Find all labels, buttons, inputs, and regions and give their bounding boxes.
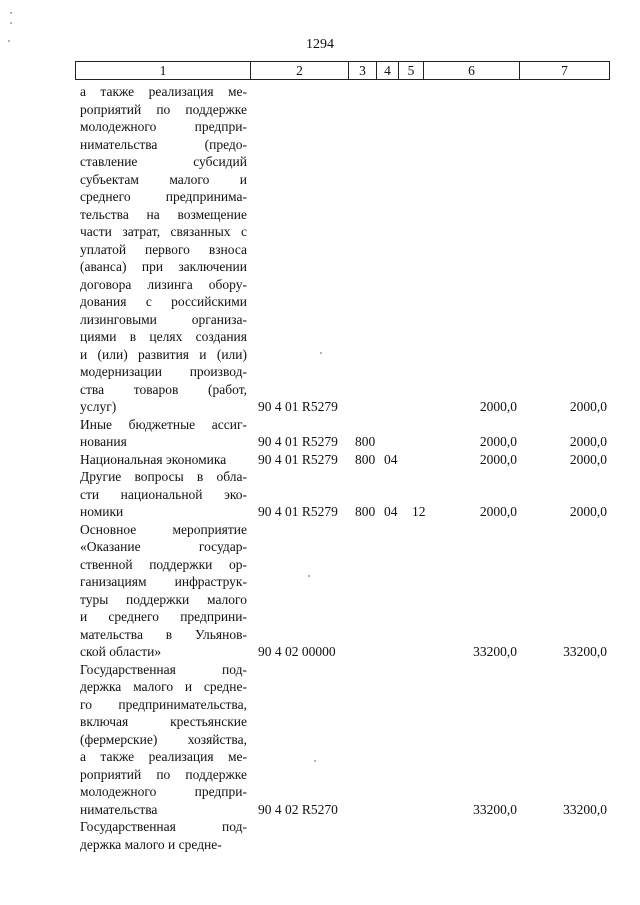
description-line: роприятий по поддержке — [80, 101, 247, 117]
row-amount-col6: 2000,0 — [479, 399, 517, 414]
description-line: уплатой первого взноса — [80, 241, 247, 257]
row-amount-col6: 2000,0 — [479, 504, 517, 519]
description-line: (аванса) при заключении — [80, 259, 247, 274]
description-line: ской области» — [80, 644, 162, 659]
description-line: договора лизинга обору- — [80, 276, 247, 292]
description-line: лизинговыми организа- — [80, 311, 247, 327]
description-line: молодежного предпри- — [80, 119, 247, 134]
description-line: молодежного предпри- — [80, 784, 247, 799]
description-line: а также реализация ме- — [80, 749, 247, 764]
description-line: нования — [80, 434, 127, 449]
row-budget-code: 90 4 01 R5279 — [258, 451, 338, 467]
description-line: модернизации производ- — [80, 364, 247, 379]
row-section: 04 — [384, 504, 398, 519]
table-row — [80, 468, 610, 521]
page-number: 1294 — [306, 37, 334, 52]
description-line: Государственная под- — [80, 819, 247, 834]
description-line: держка малого и средне- — [80, 836, 222, 852]
description-line: Иные бюджетные ассиг- — [80, 416, 247, 432]
description-line: нимательства — [80, 801, 158, 817]
description-line: ставление субсидий — [80, 154, 247, 169]
row-amount-col6: 33200,0 — [473, 644, 517, 659]
table-body — [80, 83, 610, 853]
description-line: среднего предпринима- — [80, 189, 247, 204]
description-line: ственной поддержки ор- — [80, 556, 247, 572]
description-line: услуг) — [80, 399, 117, 414]
table-row — [80, 451, 610, 469]
description-line: и (или) развития и (или) — [80, 346, 247, 362]
description-line: субъектам малого и — [80, 171, 247, 187]
table-row — [80, 818, 610, 853]
row-section: 04 — [384, 451, 398, 467]
description-line: туры поддержки малого — [80, 591, 247, 607]
description-line: циями в целях создания — [80, 329, 247, 344]
description-line: держка малого и средне- — [80, 679, 247, 694]
description-line: го предпринимательства, — [80, 696, 247, 712]
header-col-2: 2 — [251, 62, 349, 79]
header-col-5: 5 — [399, 62, 424, 79]
description-line: Государственная под- — [80, 661, 247, 677]
description-line: и среднего предприни- — [80, 609, 247, 624]
description-line: Основное мероприятие — [80, 521, 247, 537]
header-col-1: 1 — [76, 62, 251, 79]
description-line: включая крестьянские — [80, 714, 247, 729]
row-expense-type: 800 — [355, 451, 376, 467]
row-description — [80, 83, 247, 416]
row-description — [80, 521, 247, 661]
row-budget-code: 90 4 01 R5279 — [258, 504, 338, 519]
description-line: «Оказание государ- — [80, 539, 247, 554]
row-budget-code: 90 4 01 R5279 — [258, 434, 338, 449]
header-col-4: 4 — [377, 62, 399, 79]
row-description — [80, 468, 247, 521]
description-line: номики — [80, 504, 124, 519]
description-line: ства товаров (работ, — [80, 381, 247, 397]
row-description — [80, 416, 247, 451]
row-amount-col7: 2000,0 — [569, 434, 607, 449]
description-line: ганизациям инфраструк- — [80, 574, 247, 589]
row-budget-code: 90 4 02 R5270 — [258, 801, 338, 817]
row-description — [80, 818, 247, 853]
row-subsection: 12 — [412, 504, 426, 519]
row-description — [80, 451, 247, 469]
description-line: нимательства (предо- — [80, 136, 247, 152]
row-budget-code: 90 4 02 00000 — [258, 644, 336, 659]
description-line: дования с российскими — [80, 294, 247, 309]
description-line: Другие вопросы в обла- — [80, 469, 247, 484]
row-amount-col7: 2000,0 — [569, 504, 607, 519]
row-amount-col6: 2000,0 — [479, 451, 517, 467]
description-line: Национальная экономика — [80, 451, 227, 467]
header-col-3: 3 — [349, 62, 377, 79]
header-col-6: 6 — [424, 62, 520, 79]
header-col-7: 7 — [561, 63, 568, 78]
row-description — [80, 661, 247, 819]
row-amount-col7: 33200,0 — [563, 644, 607, 659]
row-amount-col7: 2000,0 — [569, 399, 607, 414]
row-expense-type: 800 — [355, 434, 376, 449]
description-line: а также реализация ме- — [80, 84, 247, 99]
description-line: (фермерские) хозяйства, — [80, 731, 247, 747]
description-line: мательства в Ульянов- — [80, 626, 247, 642]
description-line: тельства на возмещение — [80, 206, 247, 222]
row-amount-col7: 33200,0 — [563, 801, 607, 817]
description-line: части затрат, связанных с — [80, 224, 247, 239]
row-amount-col6: 2000,0 — [479, 434, 517, 449]
row-budget-code: 90 4 01 R5279 — [258, 399, 338, 414]
row-amount-col6: 33200,0 — [473, 801, 517, 817]
table-row — [80, 416, 610, 451]
table-header — [75, 61, 610, 80]
table-row — [80, 83, 610, 416]
row-expense-type: 800 — [355, 504, 376, 519]
description-line: сти национальной эко- — [80, 486, 247, 502]
description-line: роприятий по поддержке — [80, 766, 247, 782]
table-row — [80, 661, 610, 819]
table-row — [80, 521, 610, 661]
row-amount-col7: 2000,0 — [569, 451, 607, 467]
